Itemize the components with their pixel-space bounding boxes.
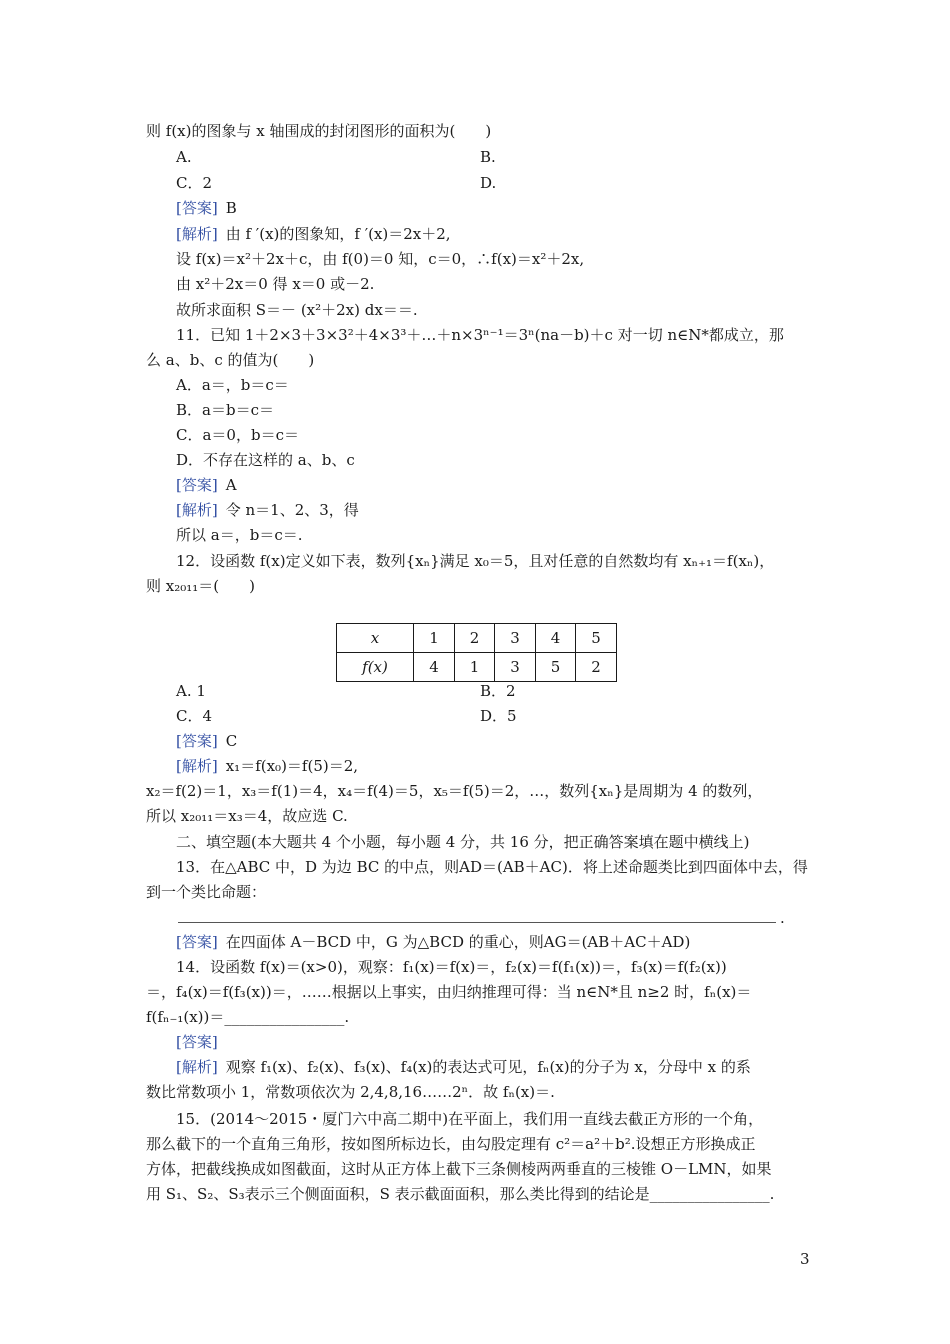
table-cell: 5 — [536, 653, 576, 682]
q14-analysis — [176, 1058, 751, 1076]
q14-answer — [176, 1033, 226, 1051]
answer-text: A — [225, 476, 237, 494]
table-row — [337, 624, 617, 653]
option-b: B．2 — [480, 682, 516, 700]
analysis-text: x₁＝f(x₀)＝f(5)＝2, — [225, 757, 359, 775]
q13-stem: 13．在△ABC 中，D 为边 BC 的中点，则AD＝(AB＋AC)．将上述命题类比到四面体中去，得 — [176, 858, 808, 876]
analysis-tag: [解析] — [176, 225, 218, 243]
q15-stem-cont: 用 S₁、S₂、S₃表示三个侧面面积，S 表示截面面积，那么类比得到的结论是________________. — [146, 1185, 775, 1203]
answer-tag: [答案] — [176, 199, 218, 217]
option-d: D．5 — [480, 707, 517, 725]
table-cell: 3 — [495, 624, 536, 653]
text-line: 所以 a＝，b＝c＝. — [176, 526, 303, 544]
analysis-text: 令 n＝1、2、3，得 — [225, 501, 359, 519]
q15-stem: 15．(2014～2015・厦门六中高二期中)在平面上，我们用一直线去截正方形的一个角， — [176, 1110, 764, 1128]
option-a: A．a＝，b＝c＝ — [176, 376, 289, 394]
section-heading: 二、填空题(本大题共 4 个小题，每小题 4 分，共 16 分，把正确答案填在题中横线上) — [176, 833, 750, 851]
q14-stem-cont: f(fₙ₋₁(x))＝________________. — [146, 1008, 350, 1026]
analysis-text: 观察 f₁(x)、f₂(x)、f₃(x)、f₄(x)的表达式可见，fₙ(x)的分子为 x，分母中 x 的系 — [225, 1058, 751, 1076]
table-cell: 2 — [576, 653, 617, 682]
q14-stem: 14．设函数 f(x)＝(x>0)，观察：f₁(x)＝f(x)＝，f₂(x)＝f(f₁(x))＝，f₃(x)＝f(f₂(x)) — [176, 958, 727, 976]
analysis-tag: [解析] — [176, 501, 218, 519]
q12-analysis — [176, 757, 358, 775]
q13-stem-cont: 到一个类比命题： — [146, 883, 267, 901]
text-line: 设 f(x)＝x²＋2x＋c，由 f(0)＝0 知，c＝0，∴f(x)＝x²＋2x, — [176, 250, 585, 268]
answer-blank-line — [178, 922, 776, 923]
option-d: D. — [480, 174, 497, 192]
table-cell: 5 — [576, 624, 617, 653]
table-cell: 1 — [414, 624, 455, 653]
page-number: 3 — [800, 1250, 810, 1268]
analysis-text: 由 f ′(x)的图象知，f ′(x)＝2x＋2, — [225, 225, 451, 243]
answer-text: 在四面体 A－BCD 中，G 为△BCD 的重心，则AG＝(AB＋AC＋AD) — [225, 933, 691, 951]
answer-tag: [答案] — [176, 933, 218, 951]
answer-text: B — [225, 199, 237, 217]
q10-analysis — [176, 225, 451, 243]
q12-options-ab — [176, 682, 516, 700]
option-b: B．a＝b＝c＝ — [176, 401, 274, 419]
function-table — [336, 623, 617, 682]
answer-tag: [答案] — [176, 476, 218, 494]
q12-options-cd — [176, 707, 517, 725]
text-line: 所以 x₂₀₁₁＝x₃＝4，故应选 C. — [146, 807, 348, 825]
table-cell: x — [337, 624, 414, 653]
option-a: A. — [176, 148, 192, 166]
text-line: 数比常数项小 1，常数项依次为 2,4,8,16……2ⁿ．故 fₙ(x)＝. — [146, 1083, 555, 1101]
table-cell: 2 — [455, 624, 495, 653]
option-b: B. — [480, 148, 496, 166]
q10-options-cd — [176, 174, 497, 192]
table-cell: 3 — [495, 653, 536, 682]
q10-stem: 则 f(x)的图象与 x 轴围成的封闭图形的面积为( ) — [146, 122, 492, 140]
table-cell: 1 — [455, 653, 495, 682]
text-line: x₂＝f(2)＝1，x₃＝f(1)＝4，x₄＝f(4)＝5，x₅＝f(5)＝2，…，数列{xₙ}是周期为 4 的数列， — [146, 782, 763, 800]
answer-tag: [答案] — [176, 732, 218, 750]
option-c: C．a＝0，b＝c＝ — [176, 426, 299, 444]
answer-text: C — [225, 732, 238, 750]
q10-answer — [176, 199, 237, 217]
table-cell: f(x) — [337, 653, 414, 682]
q12-stem: 12．设函数 f(x)定义如下表，数列{xₙ}满足 x₀＝5，且对任意的自然数均有 xₙ₊₁＝f(xₙ)， — [176, 552, 775, 570]
option-c: C．2 — [176, 174, 213, 192]
blank-end-period: . — [780, 909, 785, 927]
q10-options-ab — [176, 148, 496, 166]
text-line: 故所求面积 S＝－ (x²＋2x) dx＝＝. — [176, 301, 418, 319]
option-a: A. 1 — [176, 682, 206, 700]
q12-stem-cont: 则 x₂₀₁₁＝( ) — [146, 577, 255, 595]
q14-stem-cont: ＝，f₄(x)＝f(f₃(x))＝，……根据以上事实，由归纳推理可得：当 n∈N*且 n≥2 时，fₙ(x)＝ — [146, 983, 752, 1001]
option-c: C．4 — [176, 707, 213, 725]
q11-stem-cont: 么 a、b、c 的值为( ) — [146, 351, 315, 369]
q12-answer — [176, 732, 237, 750]
table-row — [337, 653, 617, 682]
text-line: 由 x²＋2x＝0 得 x＝0 或－2. — [176, 275, 375, 293]
q11-analysis — [176, 501, 359, 519]
table-cell: 4 — [536, 624, 576, 653]
q15-stem-cont: 方体，把截线换成如图截面，这时从正方体上截下三条侧棱两两垂直的三棱锥 O－LMN，如果 — [146, 1160, 772, 1178]
table-cell: 4 — [414, 653, 455, 682]
q11-stem: 11．已知 1＋2×3＋3×3²＋4×3³＋…＋n×3ⁿ⁻¹＝3ⁿ(na－b)＋c 对一切 n∈N*都成立，那 — [176, 326, 784, 344]
q15-stem-cont: 那么截下的一个直角三角形，按如图所标边长，由勾股定理有 c²＝a²＋b².设想正方形换成正 — [146, 1135, 756, 1153]
analysis-tag: [解析] — [176, 1058, 218, 1076]
analysis-tag: [解析] — [176, 757, 218, 775]
q11-answer — [176, 476, 237, 494]
option-d: D．不存在这样的 a、b、c — [176, 451, 355, 469]
answer-tag: [答案] — [176, 1033, 218, 1051]
q13-answer — [176, 933, 690, 951]
